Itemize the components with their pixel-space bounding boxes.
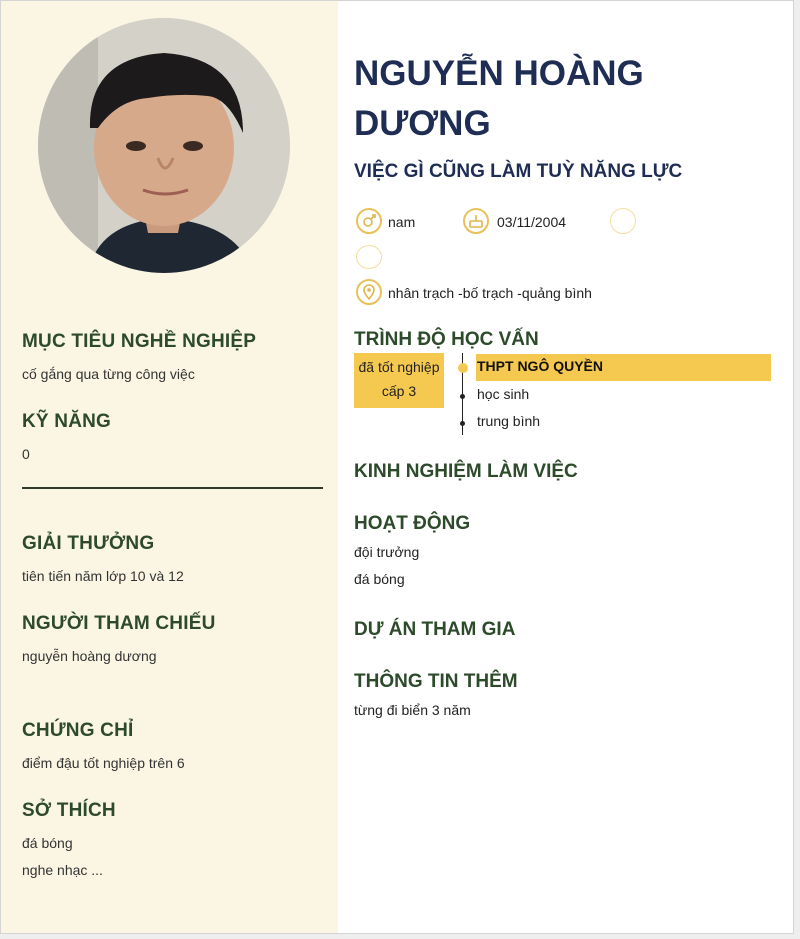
school-name: THPT NGÔ QUYỀN — [477, 358, 604, 374]
hobbies-title: SỞ THÍCH — [22, 800, 116, 821]
projects-title: DỰ ÁN THAM GIA — [354, 619, 516, 640]
certificates-title: CHỨNG CHỈ — [22, 720, 134, 741]
skills-text: 0 — [22, 446, 30, 462]
certificates-text: điểm đậu tốt nghiệp trên 6 — [22, 755, 185, 771]
tagline: VIỆC GÌ CŨNG LÀM TUỲ NĂNG LỰC — [354, 161, 683, 182]
skills-divider — [22, 487, 323, 489]
reference-text: nguyễn hoàng dương — [22, 648, 157, 664]
phone-icon — [610, 208, 636, 234]
awards-text: tiên tiến năm lớp 10 và 12 — [22, 568, 184, 584]
education-status-line-2: cấp 3 — [381, 383, 417, 399]
timeline-dot — [458, 363, 468, 373]
activity-item: đá bóng — [354, 571, 405, 587]
sidebar — [1, 1, 338, 934]
additional-info-text: từng đi biển 3 năm — [354, 702, 471, 718]
activities-title: HOẠT ĐỘNG — [354, 513, 471, 534]
name-line-1: NGUYỄN HOÀNG — [354, 54, 644, 93]
education-title: TRÌNH ĐỘ HỌC VẤN — [354, 329, 539, 350]
avatar — [38, 18, 290, 273]
timeline-dot — [460, 394, 465, 399]
career-goal-title: MỤC TIÊU NGHỀ NGHIỆP — [22, 331, 257, 352]
gender-value: nam — [388, 214, 416, 230]
education-status — [354, 353, 444, 408]
avatar-photo — [38, 18, 290, 273]
full-name — [354, 49, 774, 149]
address-value: nhân trạch -bố trạch -quảng bình — [388, 285, 592, 301]
name-line-2: DƯƠNG — [354, 104, 491, 143]
birthday-value: 03/11/2004 — [497, 214, 567, 230]
birthday-cake-icon — [463, 208, 489, 234]
gender-icon — [356, 208, 382, 234]
timeline-dot — [460, 421, 465, 426]
address-pin-icon — [356, 279, 382, 305]
reference-title: NGƯỜI THAM CHIẾU — [22, 613, 216, 634]
skills-title: KỸ NĂNG — [22, 411, 112, 432]
awards-title: GIẢI THƯỞNG — [22, 533, 155, 554]
additional-info-title: THÔNG TIN THÊM — [354, 671, 518, 692]
education-status-line-1: đã tốt nghiệp — [358, 359, 440, 375]
experience-title: KINH NGHIỆM LÀM VIỆC — [354, 461, 578, 482]
hobby-item: đá bóng — [22, 835, 73, 851]
career-goal-text: cố gắng qua từng công việc — [22, 366, 195, 382]
education-role: học sinh — [477, 386, 530, 402]
email-icon — [356, 245, 382, 269]
education-grade: trung bình — [477, 413, 541, 429]
hobby-item: nghe nhạc ... — [22, 862, 103, 878]
activity-item: đội trưởng — [354, 544, 420, 560]
